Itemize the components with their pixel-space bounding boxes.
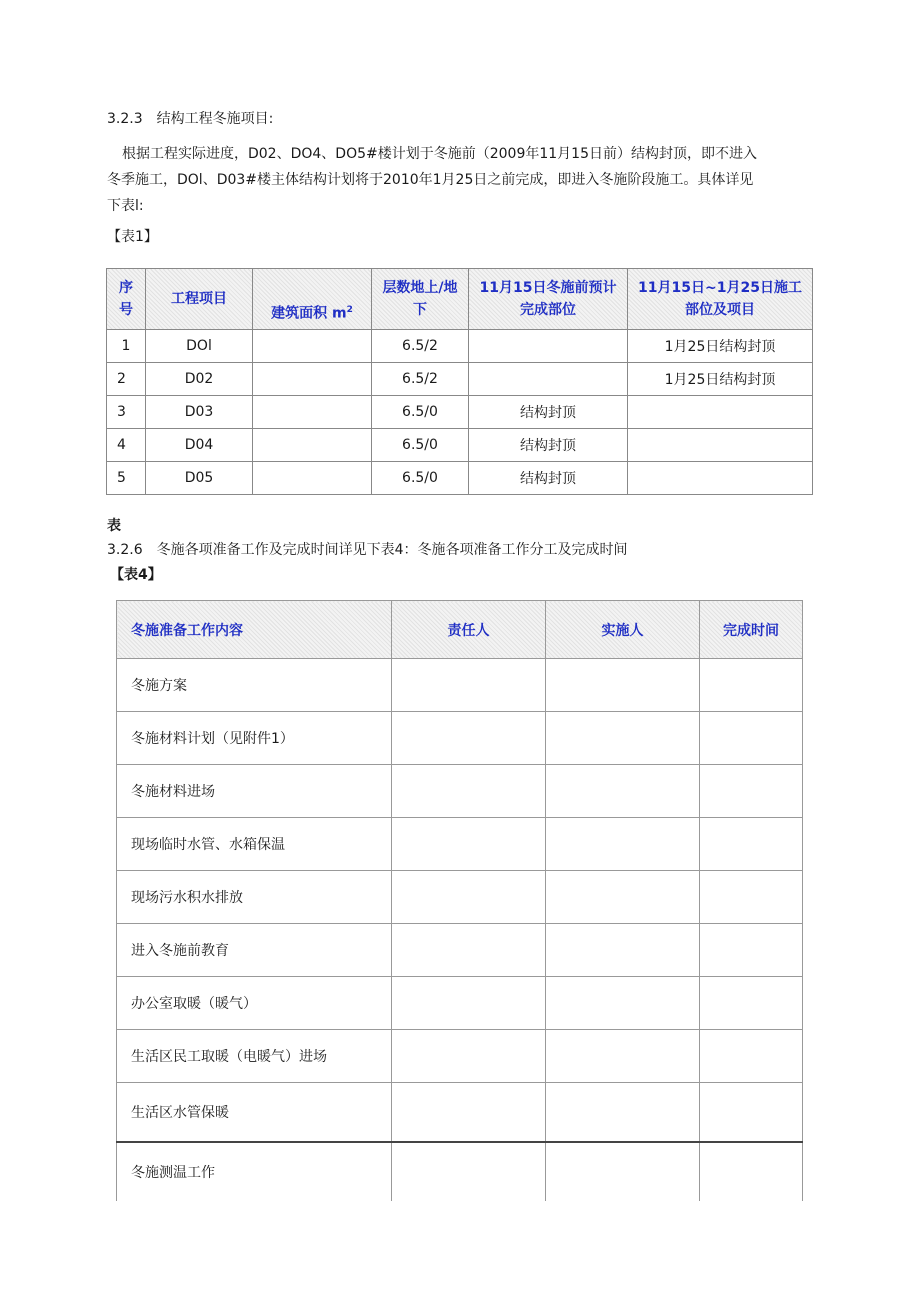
cell-before xyxy=(469,363,628,396)
table-1 xyxy=(106,268,813,495)
cell-finish xyxy=(700,1142,803,1201)
table-row xyxy=(117,765,803,818)
cell-finish xyxy=(700,924,803,977)
header-before-winter: 11月15日冬施前预计 完成部位 xyxy=(469,269,628,330)
section-323-heading: 3.2.3 结构工程冬施项目: xyxy=(107,111,274,127)
cell-floors: 6.5/0 xyxy=(372,462,469,495)
cell-executor xyxy=(546,712,700,765)
cell-responsible xyxy=(392,924,546,977)
cell-responsible xyxy=(392,765,546,818)
cell-executor xyxy=(546,1142,700,1201)
cell-project: DOl xyxy=(146,330,253,363)
cell-before: 结构封顶 xyxy=(469,462,628,495)
cell-finish xyxy=(700,765,803,818)
cell-executor xyxy=(546,659,700,712)
table1-label: 【表1】 xyxy=(107,229,158,245)
table-row xyxy=(117,871,803,924)
table-row xyxy=(117,924,803,977)
table4-header-row xyxy=(117,601,803,659)
cell-floors: 6.5/0 xyxy=(372,396,469,429)
table-row xyxy=(117,1083,803,1143)
header-content: 冬施准备工作内容 xyxy=(117,601,392,659)
table1-header-row xyxy=(107,269,813,330)
cell-area xyxy=(253,396,372,429)
cell-finish xyxy=(700,1083,803,1143)
cell-item: 生活区水管保暖 xyxy=(117,1083,392,1143)
header-executor: 实施人 xyxy=(546,601,700,659)
cell-area xyxy=(253,330,372,363)
cell-item: 进入冬施前教育 xyxy=(117,924,392,977)
cell-item: 冬施测温工作 xyxy=(117,1142,392,1201)
header-floors: 层数地上/地 下 xyxy=(372,269,469,330)
header-responsible: 责任人 xyxy=(392,601,546,659)
cell-executor xyxy=(546,871,700,924)
table-row xyxy=(107,462,813,495)
cell-item: 冬施材料进场 xyxy=(117,765,392,818)
cell-responsible xyxy=(392,659,546,712)
cell-floors: 6.5/2 xyxy=(372,330,469,363)
table-row xyxy=(117,1142,803,1201)
cell-executor xyxy=(546,924,700,977)
table-row xyxy=(117,712,803,765)
table-row xyxy=(117,977,803,1030)
cell-finish xyxy=(700,1030,803,1083)
cell-finish xyxy=(700,977,803,1030)
table-row xyxy=(107,363,813,396)
cell-floors: 6.5/2 xyxy=(372,363,469,396)
cell-responsible xyxy=(392,1142,546,1201)
cell-finish xyxy=(700,712,803,765)
cell-executor xyxy=(546,818,700,871)
table4-label: 【表4】 xyxy=(110,567,162,583)
section-326-heading: 3.2.6 冬施各项准备工作及完成时间详见下表4：冬施各项准备工作分工及完成时间 xyxy=(107,542,628,558)
table-row xyxy=(107,396,813,429)
table-row xyxy=(117,1030,803,1083)
cell-finish xyxy=(700,818,803,871)
cell-executor xyxy=(546,1030,700,1083)
cell-item: 生活区民工取暖（电暖气）进场 xyxy=(117,1030,392,1083)
cell-project: D02 xyxy=(146,363,253,396)
cell-area xyxy=(253,429,372,462)
table-4 xyxy=(116,600,803,1201)
cell-responsible xyxy=(392,977,546,1030)
cell-executor xyxy=(546,977,700,1030)
table-row xyxy=(117,659,803,712)
cell-floors: 6.5/0 xyxy=(372,429,469,462)
cell-no: 1 xyxy=(107,330,146,363)
cell-no: 4 xyxy=(107,429,146,462)
header-finish-time: 完成时间 xyxy=(700,601,803,659)
cell-item: 冬施方案 xyxy=(117,659,392,712)
table-row xyxy=(107,330,813,363)
cell-finish xyxy=(700,659,803,712)
cell-executor xyxy=(546,765,700,818)
cell-no: 3 xyxy=(107,396,146,429)
cell-no: 5 xyxy=(107,462,146,495)
cell-responsible xyxy=(392,712,546,765)
header-during-winter: 11月15日~1月25日施工 部位及项目 xyxy=(628,269,813,330)
cell-finish xyxy=(700,871,803,924)
cell-during: 1月25日结构封顶 xyxy=(628,363,813,396)
cell-during: 1月25日结构封顶 xyxy=(628,330,813,363)
cell-during xyxy=(628,396,813,429)
cell-before: 结构封顶 xyxy=(469,396,628,429)
cell-before xyxy=(469,330,628,363)
cell-responsible xyxy=(392,818,546,871)
cell-item: 现场临时水管、水箱保温 xyxy=(117,818,392,871)
header-no: 序 号 xyxy=(107,269,146,330)
table-row xyxy=(117,818,803,871)
biao-label: 表 xyxy=(107,518,121,534)
cell-responsible xyxy=(392,871,546,924)
cell-project: D05 xyxy=(146,462,253,495)
paragraph-line-1: 根据工程实际进度，D02、DO4、DO5#楼计划于冬施前（2009年11月15日前）结构封顶，即不进入 xyxy=(122,146,757,162)
cell-item: 现场污水积水排放 xyxy=(117,871,392,924)
table-row xyxy=(107,429,813,462)
cell-project: D04 xyxy=(146,429,253,462)
cell-responsible xyxy=(392,1083,546,1143)
cell-during xyxy=(628,462,813,495)
paragraph-line-2: 冬季施工，DOl、D03#楼主体结构计划将于2010年1月25日之前完成，即进入冬施阶段施工。具体详见 xyxy=(107,172,754,188)
paragraph-line-3: 下表l: xyxy=(107,198,144,214)
header-area: 建筑面积 $m^2$ xyxy=(253,269,372,330)
cell-responsible xyxy=(392,1030,546,1083)
cell-before: 结构封顶 xyxy=(469,429,628,462)
header-project: 工程项目 xyxy=(146,269,253,330)
cell-area xyxy=(253,363,372,396)
cell-executor xyxy=(546,1083,700,1143)
cell-item: 冬施材料计划（见附件1） xyxy=(117,712,392,765)
cell-no: 2 xyxy=(107,363,146,396)
cell-area xyxy=(253,462,372,495)
cell-during xyxy=(628,429,813,462)
cell-project: D03 xyxy=(146,396,253,429)
cell-item: 办公室取暖（暖气） xyxy=(117,977,392,1030)
